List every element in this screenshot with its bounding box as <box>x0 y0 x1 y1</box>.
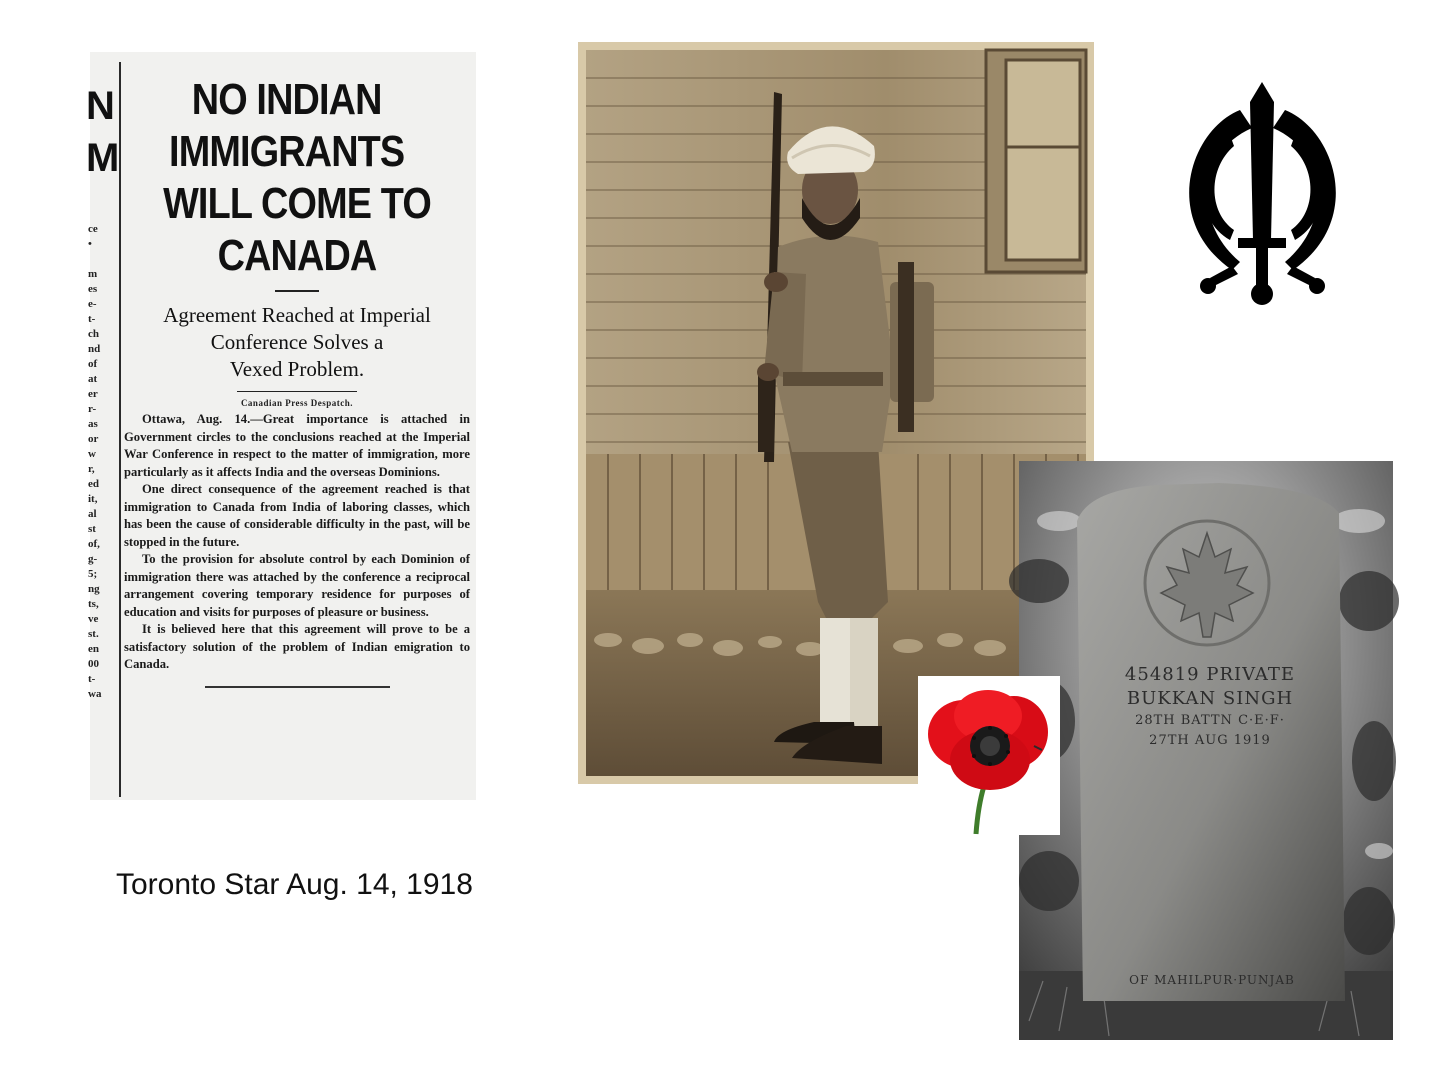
khanda-icon <box>1170 80 1355 312</box>
headstone-service-number: 454819 PRIVATE <box>1124 664 1296 685</box>
headline-line-2: WILL COME TO CANADA <box>163 179 431 280</box>
column-rule <box>119 62 121 797</box>
article-end-rule <box>205 686 390 688</box>
article-paragraph: It is believed here that this agreement will prove to be a satisfactory solution of the problem of Indian emigration to Canada. <box>124 622 470 671</box>
adjacent-text-fragment: ce • m es e- t- ch nd of at er r- as or w r, ed it, al st of, g- 5; ng ts, ve st. en 00 t- wa <box>88 223 102 700</box>
headline-rule <box>275 290 319 292</box>
article-headline <box>148 74 446 282</box>
newspaper-caption: Toronto Star Aug. 14, 1918 <box>116 868 473 901</box>
headstone-unit: 28TH BATTN C·E·F· <box>1135 713 1285 728</box>
headstone-date: 27TH AUG 1919 <box>1149 733 1271 748</box>
article-paragraph: Ottawa, Aug. 14.—Great importance is attached in Government circles to the conclusions reached at the Imperial War Conference in respect to the matter of immigration, more particularly as it affects India and the overseas Dominions. <box>124 412 470 479</box>
deck-line-3: Vexed Problem. <box>229 357 365 381</box>
poppy-icon <box>918 676 1060 835</box>
headstone-photograph <box>1019 461 1393 1040</box>
headstone-illustration <box>1019 461 1393 1040</box>
soldier-photograph <box>578 42 1094 784</box>
article <box>124 74 470 688</box>
article-paragraph: To the provision for absolute control by each Dominion of immigration there was attached by the conference a reciprocal arrangement covering temporary residence for purposes of education and visits for purposes of pleasure or business. <box>124 552 470 619</box>
deck-line-1: Agreement Reached at Imperial <box>163 303 431 327</box>
headstone-origin: OF MAHILPUR·PUNJAB <box>1129 973 1295 987</box>
article-body <box>124 411 470 674</box>
article-deck <box>124 302 470 383</box>
article-byline: Canadian Press Despatch. <box>240 398 354 408</box>
deck-line-2: Conference Solves a <box>210 330 384 354</box>
article-paragraph: One direct consequence of the agreement reached is that immigration to Canada from India of laboring classes, which has been the cause of considerable difficulty in the past, will be stopped in the future. <box>124 482 470 549</box>
newspaper-clipping <box>86 52 476 800</box>
deck-rule <box>237 391 357 392</box>
soldier-photo-illustration <box>578 42 1094 784</box>
adjacent-headline-fragment: N M <box>86 84 118 180</box>
adjacent-column-fragment <box>86 52 118 800</box>
headstone-name: BUKKAN SINGH <box>1126 688 1294 709</box>
headline-line-1: NO INDIAN IMMIGRANTS <box>169 75 405 176</box>
poppy-image <box>918 676 1060 835</box>
